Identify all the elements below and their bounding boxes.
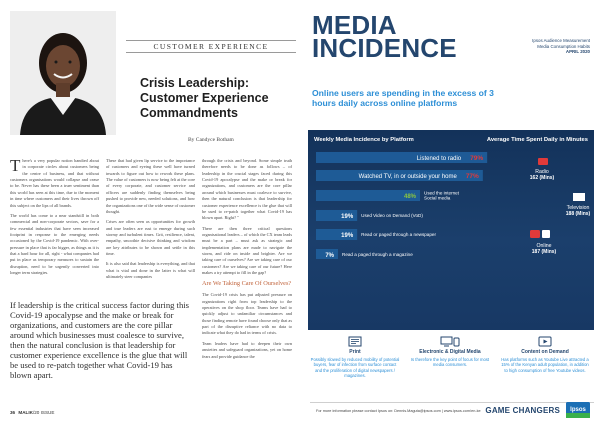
platform-electronic-digital [405,336,495,368]
platform-description: Is therefore the key point of focus for most media consumers. [410,357,490,368]
ipsos-logo-icon [566,402,590,418]
bar-category-label: Listened to radio [416,156,462,162]
media-incidence-chart [308,130,594,330]
right-page [302,0,600,424]
drop-cap: T [10,156,21,175]
paragraph: These that had given lip service to the importance of customers and eyeing these well have turned inwards to figure out how to rework these plans. The value of customers is now being felt at the core of every corporate, and customer service and officers are suddenly finding themselves being pushed to provide new, needed solutions, and how the organizations one of the wide sense of customer thought. [106,158,196,214]
article-column-2 [106,158,195,284]
play-screen-icon [538,336,552,347]
paragraph: The world has come to a near standstill in both commercial and non-corporate sectors, save for a few essential industries that have seen increased footprint in response to the emerging needs occasioned by the Covid-19 pandemic. With over-pressure in place that is far bigger, as things as it is that a hard hour for all, right - what companies had put in place as temporary measures to sustain the disruption, need to be urgently converted into longer term strategies. [10,212,99,276]
time-spent-platform: Online [536,243,552,249]
television-icon [573,193,585,201]
bar-category-label: Social media [424,195,451,201]
time-spent-value: 162 (Mins) [529,175,555,181]
chart-title-left: Weekly Media Incidence by Platform [314,137,414,143]
devices-icon [440,336,460,347]
author-photo [10,11,116,135]
newspaper-icon [348,336,362,347]
platform-description: Has platforms such as Youtube Live attracted a 15% of the Kenyan adult population, in addition to high consumption of free Youtube videos. [501,357,589,373]
platform-content-on-demand [500,336,590,373]
footer-rule [310,402,594,403]
bar-value-label: 79% [470,155,484,162]
bar-value-label: 19% [341,214,354,220]
article-title: Crisis Leadership: Customer Experience Commandments [140,76,269,120]
bar-value-label: 19% [341,233,354,239]
article-byline: By Candyce Botham [188,137,234,143]
netflix-icon [542,230,550,238]
pull-quote: If leadership is the critical success factor during this Covid-19 apocalypse and the make or break for organizations, and customers are the core pillar around which businesses must coalesce to survive, then the natural conclusion is that leadership for customer experience excellence is the glue that will be used to re-patch together what Covid-19 has blown apart. [10,300,189,381]
paragraph: It is also said that leadership is everything, and that what is vital and done in the latter is what will ultimately steer companies [106,261,195,280]
infographic-title [312,10,457,63]
paragraph: There are then three critical questions organisational leaders – of which the CX team leads must be a part – must ask as strategic and implementation plans are made to navigate the storm, and ride on inside and brighter. Are we taking care of ourselves? Are we taking care of our customers? Are we taking care of our future? Here makes a try attempt to fill in the gap? [202,225,292,276]
bar-category-label: Read or paged through a newspaper [361,232,437,237]
platform-notes [310,336,594,396]
title-line-1: MEDIA [312,10,397,40]
bar-value-label: 77% [465,173,479,180]
title-line-2: INCIDENCE [312,32,457,63]
paragraph: Crises are often seen as opportunities for growth and true leaders are rust to emerge during such stormy and turbulent times. Grit, resilience, talent, empathy, smoothie decisive thinking and wisdom are key attributes to be shown and settle in this time. [106,219,195,257]
article-column-1 [10,158,99,280]
youtube-icon [530,230,540,238]
bar-value-label: 48% [403,194,416,200]
platform-title: Electronic & Digital Media [419,349,481,355]
game-changers-tagline: GAME CHANGERS [485,406,560,415]
time-spent-platform: Radio [535,169,549,175]
report-source: Ipsos Audience Measurement [532,38,590,43]
article-column-3 [202,158,292,364]
report-meta [532,38,590,55]
platform-title: Print [349,349,361,355]
bar-category-label: Used the internet [424,190,459,196]
issue-label: /20 ISSUE [32,410,55,415]
contact-footer: For more information please contact Ipsos on: Dennis.Maguta@ipsos.com | www.ipsos.com/en-ke [316,409,481,413]
report-subject: Media Consumption Habits [537,43,590,49]
author-portrait-image [10,11,116,135]
platform-print [310,336,400,379]
chart-title-right: Average Time Spent Daily in Minutes [486,137,588,143]
section-rule-bottom [126,52,296,53]
bar [316,152,487,163]
platform-description: Possibly slowed by reduced mobility of potential buyers, fear of infection from surface contact and the proliferation of digital newspapers / magazines. [310,357,400,379]
media-chart-panel [308,130,594,330]
paragraph [10,158,99,209]
report-date: APRIL 2020 [565,49,590,55]
page-number: 36 [10,410,16,415]
time-spent-platform: Television [566,205,590,211]
platform-title: Content on Demand [521,349,569,355]
svg-text:Ipsos: Ipsos [570,407,586,413]
infographic-subhead: Online users are spending in the excess of 3 hours daily across online platforms [312,88,494,109]
paragraph-text: here's a very popular notion bandied about in corporate circles about customers being the centre of business, and that without customers organisations would collapse and cease to be. Never has these been a truer sentiment than this world has seen at this time, due to the moment in time where customers and their lives thrown off this subject on the lips of all brands. [10,158,99,208]
bar-category-label: Read a paged through a magazine [342,252,413,257]
section-rule-top [126,40,296,41]
paragraph: Team leaders have had to deepen their own anxieties and safeguard organizations, yet on home fears and provide guidance the [202,340,292,359]
bar-category-label: Watched TV, in or outside your home [358,174,457,180]
section-label: CUSTOMER EXPERIENCE [153,42,269,51]
column-subheading: Are We Taking Care Of Ourselves? [202,280,292,288]
bar-category-label: Used Video on Demand (VoD) [361,213,423,218]
time-spent-value: 187 (Mins) [531,249,557,255]
paragraph: The Covid-19 crisis has put adjusted pressure on organizations right from top leadership to the operatives on the shop floor. Teams have had to quickly adjust to unfamiliar circumstances and those finding remote have found choose only that as part of the disruptive reliance with no data to indicate what they do had in terms of crisis. [202,292,292,336]
publication-name: MALIK [18,410,33,415]
radio-icon [538,158,548,165]
time-spent-value: 188 (Mins) [565,211,591,217]
bar-value-label: 7% [325,253,334,259]
paragraph: through the crisis and beyond. Some simple truth therefore needs to be done as follows – of leadership in the crucial stages faced during this Covid-19 apocalypse and the make or break for organizations, and customers are the core pillar around which businesses must coalesce to survive, then the natural conclusion is that leadership for customer experience excellence is the glue that will be used to re-patch together what Covid-19 has blown apart. Right? " [202,158,292,221]
page-footer-left [10,410,54,415]
